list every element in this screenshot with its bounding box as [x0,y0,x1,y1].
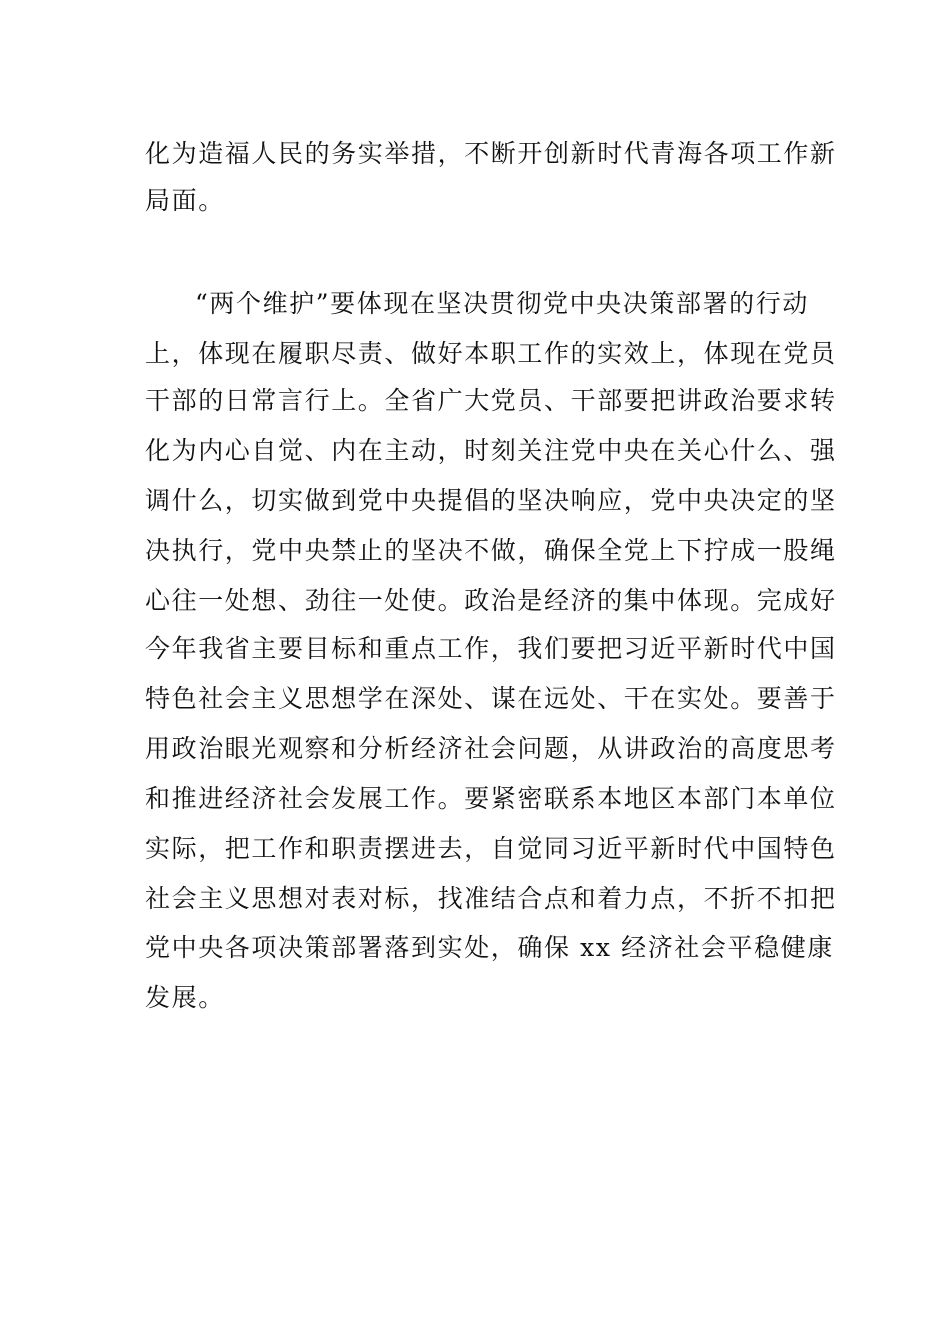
paragraph-2-line-3: 干部的日常言行上。全省广大党员、干部要把讲政治要求转 [145,386,837,415]
paragraph-2-line-15: 发展。 [145,983,225,1012]
paragraph-2-line-7: 心往一处想、劲往一处使。政治是经济的集中体现。完成好 [145,586,837,615]
paragraph-2-line-10: 用政治眼光观察和分析经济社会问题，从讲政治的高度思考 [145,734,837,763]
paragraph-2-line-14: 党中央各项决策部署落到实处，确保 xx 经济社会平稳健康 [145,933,834,962]
paragraph-2-line-6: 决执行，党中央禁止的坚决不做，确保全党上下拧成一股绳 [145,536,837,565]
paragraph-2-line-5: 调什么，切实做到党中央提倡的坚决响应，党中央决定的坚 [145,486,837,515]
paragraph-2-line-4: 化为内心自觉、内在主动，时刻关注党中央在关心什么、强 [145,436,837,465]
paragraph-2-line-1: “两个维护”要体现在坚决贯彻党中央决策部署的行动 [195,289,809,318]
paragraph-2-line-8: 今年我省主要目标和重点工作，我们要把习近平新时代中国 [145,634,837,663]
paragraph-2-line-11: 和推进经济社会发展工作。要紧密联系本地区本部门本单位 [145,784,837,813]
paragraph-2-line-9: 特色社会主义思想学在深处、谋在远处、干在实处。要善于 [145,684,837,713]
paragraph-2-line-2: 上，体现在履职尽责、做好本职工作的实效上，体现在党员 [145,339,837,368]
paragraph-1-line-2: 局面。 [145,186,225,215]
paragraph-1-line-1: 化为造福人民的务实举措，不断开创新时代青海各项工作新 [145,139,837,168]
paragraph-2-line-12: 实际，把工作和职责摆进去，自觉同习近平新时代中国特色 [145,834,837,863]
paragraph-2-line-13: 社会主义思想对表对标，找准结合点和着力点，不折不扣把 [145,884,837,913]
